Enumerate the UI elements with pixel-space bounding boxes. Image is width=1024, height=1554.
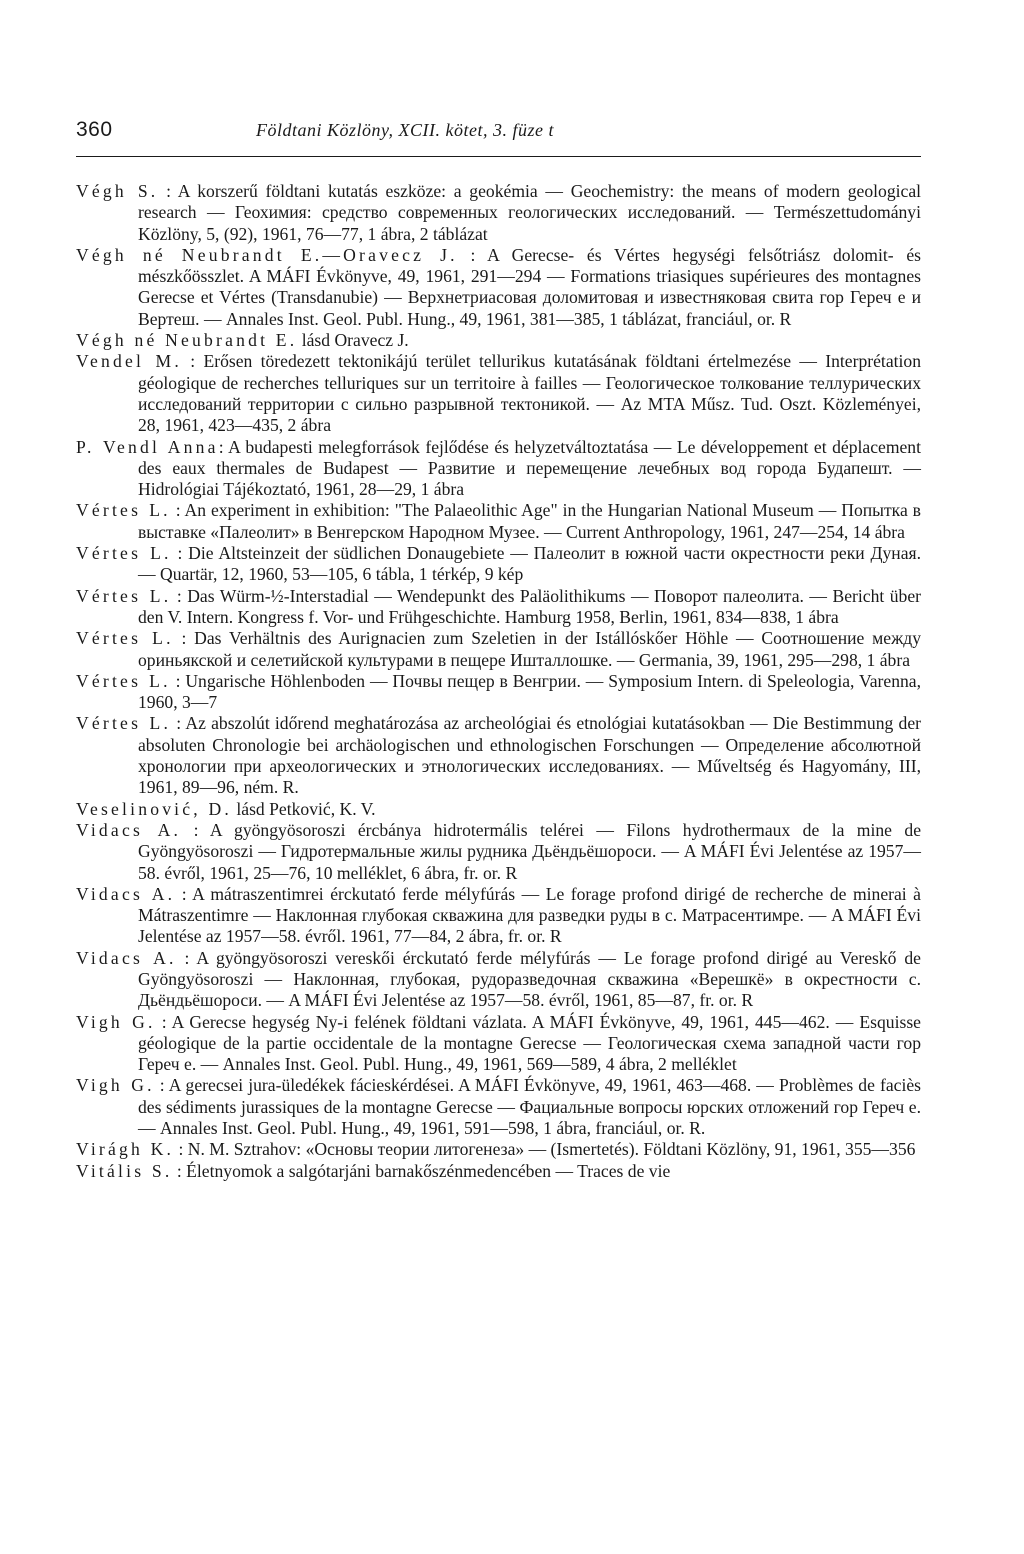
bibliography-entry: [76, 351, 921, 436]
bibliography-entry: [76, 1075, 921, 1139]
entry-text: : A gerecsei jura-üledékek fácieskérdései. A MÁFI Évkönyve, 49, 1961, 463—468. — Problèmes de faciès des sédiments jurassiques de la montagne Gerecse — Фациальные вопросы юрских отложений гор Гереч е. — Annales Inst. Geol. Publ. Hung., 49, 1961, 591—598, 1 ábra, franciául, or. R.: [138, 1075, 921, 1139]
entry-text: : A korszerű földtani kutatás eszköze: a geokémia — Geochemistry: the means of modern geological research — Геохимия: средство современных геологических исследований. — Természettudományi Közlöny, 5, (92), 1961, 76—77, 1 ábra, 2 táblázat: [138, 181, 922, 244]
bibliography-entry: [76, 820, 921, 884]
entry-author: Vidacs A.: [76, 819, 182, 840]
entry-text: : A gyöngyösoroszi ércbánya hidrotermális telérei — Filons hydrothermaux de la mine de Gyöngyösoroszi — Гидротермальные жилы рудника Дьёндьёшороси. — A MÁFI Évi Jelentése az 1957—58. évről, 1961, 25—76, 10 melléklet, 6 ábra, fr. or. R: [138, 819, 921, 883]
entry-author: Végh né Neubrandt E.—Oravecz J.: [76, 244, 458, 265]
entry-text: lásd Oravecz J.: [297, 330, 409, 351]
bibliography-entry: [76, 330, 921, 351]
entry-text: lásd Petković, K. V.: [231, 798, 376, 819]
bibliography-entry: [76, 628, 921, 671]
bibliography-entry: [76, 245, 921, 330]
entry-text: : Ungarische Höhlenboden — Почвы пещер в Венгрии. — Symposium Intern. di Speleologia, Varenna, 1960, 3—7: [138, 670, 921, 713]
entry-text: : Das Würm-½-Interstadial — Wendepunkt des Paläolithikums — Поворот палеолита. — Bericht über den V. Intern. Kongress f. Vor- und Frühgeschichte. Hamburg 1958, Berlin, 1961, 834—838, 1 ábra: [138, 585, 921, 627]
entry-author: Vidacs A.: [76, 883, 176, 904]
header-rule: [76, 156, 921, 157]
bibliography-entry: [76, 181, 921, 245]
entry-text: : Die Altsteinzeit der südlichen Donaugebiete — Палеолит в южной части окрестности реки Дуная. — Quartär, 12, 1960, 53—105, 6 tábla, 1 térkép, 9 kép: [138, 543, 922, 585]
bibliography-entry: [76, 1139, 921, 1160]
bibliography-entry: [76, 500, 921, 543]
entry-text: : Életnyomok a salgótarjáni barnakőszénmedencében — Traces de vie: [172, 1160, 671, 1181]
entry-text: : A mátraszentimrei érckutató ferde mélyfúrás — Le forage profond dirigé de recherche de minerai à Mátraszentimre — Наклонная глубокая скважина для разведки руды в с. Матрасентимре. — A MÁFI Évi Jelentése az 1957—58. évről. 1961, 77—84, 2 ábra, fr. or. R: [138, 883, 921, 947]
entry-text: : Das Verhältnis des Aurignacien zum Szeletien in der Istállóskőer Höhle — Соотношение между ориньякской и селетийской культурами в пещере Ишталлошке. — Germania, 39, 1961, 295—298, 1 ábra: [138, 628, 921, 670]
entry-text: : Erősen töredezett tektonikájú terület tellurikus kutatásának földtani értelmezése — Interprétation géologique de recherches telluriques sur un territoire à failles — Геологическое толкование теллурических исследований территории с сильно разрывной тектоникой. — Az MTA Műsz. Tud. Oszt. Közleményei, 28, 1961, 423—435, 2 ábra: [138, 351, 921, 436]
bibliography-entry: [76, 671, 921, 714]
journal-title: Földtani Közlöny, XCII. kötet, 3. füze t: [256, 120, 554, 140]
entry-author: Vértes L.: [76, 628, 174, 649]
bibliography-entry: [76, 437, 921, 501]
entry-author: P. Vendl Anna: [76, 436, 219, 457]
bibliography-entry: [76, 1161, 921, 1182]
entry-author: Vértes L.: [76, 670, 171, 691]
bibliography-entry: [76, 948, 921, 1012]
bibliography-entry: [76, 799, 921, 820]
entry-author: Vendel M.: [76, 351, 182, 372]
entry-author: Virágh K.: [76, 1139, 175, 1160]
page-number: 360: [76, 118, 113, 141]
entry-author: Vigh G.: [76, 1011, 156, 1032]
bibliography-entry: [76, 884, 921, 948]
entry-author: Végh né Neubrandt E.: [76, 330, 298, 351]
entry-author: Vértes L.: [76, 500, 171, 521]
bibliography-entry: [76, 713, 921, 798]
bibliography-list: [76, 181, 921, 1182]
entry-author: Vértes L.: [76, 585, 172, 606]
bibliography-entry: [76, 543, 921, 586]
page: [76, 118, 921, 1182]
entry-text: : A Gerecse- és Vértes hegységi felsőtriász dolomit- és mészkőösszlet. A MÁFI Évkönyve, 49, 1961, 291—294 — Formations triasiques supérieures des montagnes Gerecse et Vértes (Transdanubie) — Верхнетриасовая доломитовая и известняковая свита гор Гереч е и Вертеш. — Annales Inst. Geol. Publ. Hung., 49, 1961, 381—385, 1 táblázat, franciául, or. R: [138, 244, 921, 329]
entry-text: : A gyöngyösoroszi vereskői érckutató ferde mélyfúrás — Le forage profond dirigé au Vereskő de Gyöngyösoroszi — Наклонная, глубокая, рудоразведочная скважина «Верешкё» в окрестности с. Дьёндьёшороси. — A MÁFI Évi Jelentése az 1957—58. évről, 1961, 85—87, fr. or. R: [138, 947, 921, 1011]
entry-text: : N. M. Sztrahov: «Основы теории литогенеза» — (Ismertetés). Földtani Közlöny, 91, 1961, 355—356: [174, 1139, 916, 1160]
entry-author: Vitális S.: [76, 1160, 173, 1181]
entry-text: : Az abszolút időrend meghatározása az archeológiai és etnológiai kutatásokban — Die Bestimmung der absoluten Chronologie bei archäologischen und ethnologischen Forschungen — Определение абсолютной хронологии при археологических и этнологических исследованиях. — Műveltség és Hagyomány, III, 1961, 89—96, ném. R.: [138, 713, 921, 798]
entry-author: Vértes L.: [76, 713, 172, 734]
entry-author: Végh S.: [76, 181, 159, 201]
running-head: [76, 118, 921, 152]
entry-author: Vidacs A.: [76, 947, 177, 968]
bibliography-entry: [76, 586, 921, 629]
bibliography-entry: [76, 1012, 921, 1076]
entry-text: : An experiment in exhibition: "The Palaeolithic Age" in the Hungarian National Museum — Попытка в выставке «Палеолит» в Венгерском Народном Музее. — Current Anthropology, 1961, 247—254, 14 ábra: [138, 500, 921, 542]
entry-author: Vigh G.: [76, 1075, 155, 1096]
entry-author: Veselinović, D.: [76, 798, 232, 819]
entry-text: : A budapesti melegforrások fejlődése és helyzetváltoztatása — Le développement et déplacement des eaux thermales de Budapest — Развитие и перемещение лечебных вод города Будапешт. — Hidrológiai Tájékoztató, 1961, 28—29, 1 ábra: [138, 436, 921, 500]
entry-author: Vértes L.: [76, 543, 172, 564]
entry-text: : A Gerecse hegység Ny-i felének földtani vázlata. A MÁFI Évkönyve, 49, 1961, 445—462. — Esquisse géologique de la partie occidentale de la montagne Gerecse — Геологическая схема западной части гор Гереч е. — Annales Inst. Geol. Publ. Hung., 49, 1961, 569—589, 4 ábra, 2 melléklet: [138, 1011, 921, 1075]
